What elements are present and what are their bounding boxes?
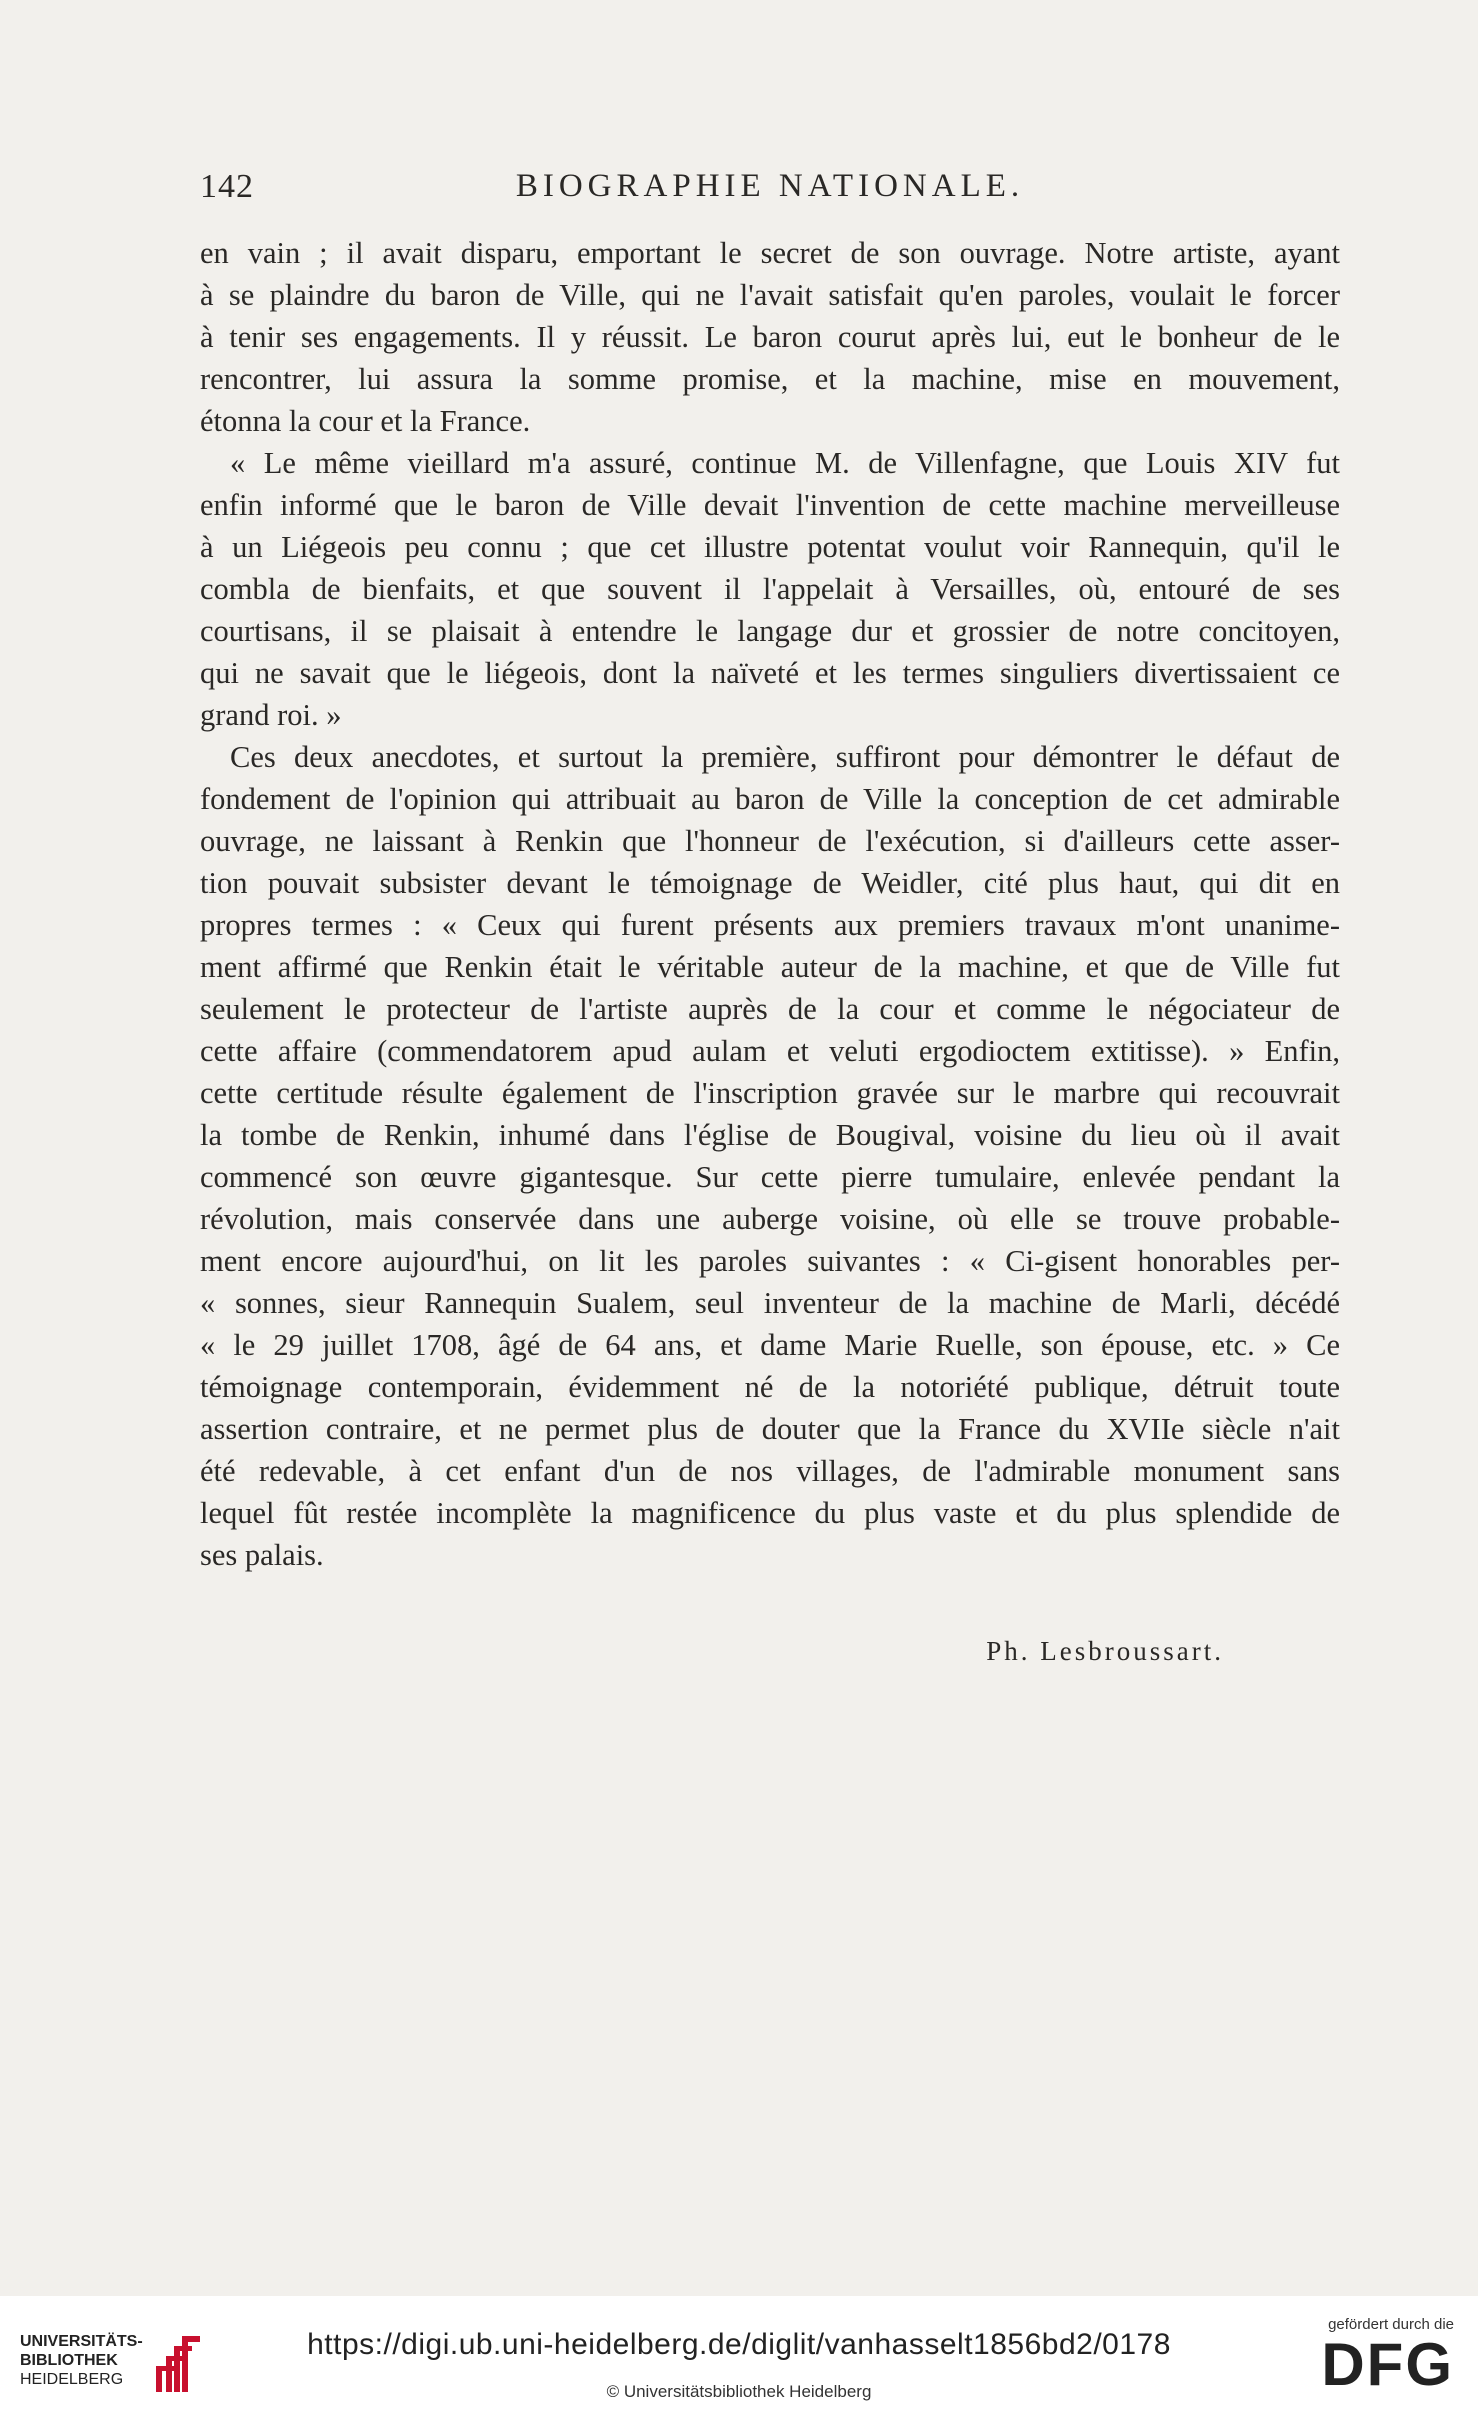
text-line: commencé son œuvre gigantesque. Sur cette pierre tumulaire, enlevée pendant la xyxy=(200,1160,1340,1194)
text-line: à tenir ses engagements. Il y réussit. Le baron courut après lui, eut le bonheur de le xyxy=(200,320,1340,354)
author-signature: Ph. Lesbroussart. xyxy=(986,1636,1224,1666)
viewer-footer xyxy=(0,2296,1478,2431)
text-line: assertion contraire, et ne permet plus de douter que la France du XVIIe siècle n'ait xyxy=(200,1412,1340,1446)
library-name: UNIVERSITÄTS- BIBLIOTHEK HEIDELBERG xyxy=(20,2333,143,2388)
text-line: qui ne savait que le liégeois, dont la naïveté et les termes singuliers divertissaient ce xyxy=(200,656,1340,690)
funding-caption: gefördert durch die xyxy=(1328,2316,1454,2333)
text-line: révolution, mais conservée dans une auberge voisine, où elle se trouve probable- xyxy=(200,1202,1340,1236)
text-line: fondement de l'opinion qui attribuait au baron de Ville la conception de cet admirable xyxy=(200,782,1340,816)
funder-block xyxy=(1304,2316,1454,2416)
article-text xyxy=(200,232,1340,1576)
text-line: « sonnes, sieur Rannequin Sualem, seul inventeur de la machine de Marli, décédé xyxy=(200,1286,1340,1320)
page-number: 142 xyxy=(200,168,254,205)
text-line: seulement le protecteur de l'artiste auprès de la cour et comme le négociateur de xyxy=(200,992,1340,1026)
text-line: combla de bienfaits, et que souvent il l'appelait à Versailles, où, entouré de ses xyxy=(200,572,1340,606)
text-line: grand roi. » xyxy=(200,698,342,732)
text-line: lequel fût restée incomplète la magnificence du plus vaste et du plus splendide de xyxy=(200,1496,1340,1530)
text-line: cette certitude résulte également de l'inscription gravée sur le marbre qui recouvrait xyxy=(200,1076,1340,1110)
text-line: propres termes : « Ceux qui furent présents aux premiers travaux m'ont unanime- xyxy=(200,908,1340,942)
text-line: à un Liégeois peu connu ; que cet illustre potentat voulut voir Rannequin, qu'il le xyxy=(200,530,1340,564)
text-line: tion pouvait subsister devant le témoignage de Weidler, cité plus haut, qui dit en xyxy=(200,866,1340,900)
text-line: courtisans, il se plaisait à entendre le langage dur et grossier de notre concitoyen, xyxy=(200,614,1340,648)
text-line: en vain ; il avait disparu, emportant le secret de son ouvrage. Notre artiste, ayant xyxy=(200,236,1340,270)
text-line: été redevable, à cet enfant d'un de nos villages, de l'admirable monument sans xyxy=(200,1454,1340,1488)
text-line: « le 29 juillet 1708, âgé de 64 ans, et dame Marie Ruelle, son épouse, etc. » Ce xyxy=(200,1328,1340,1362)
text-line: cette affaire (commendatorem apud aulam et veluti ergodioctem extitisse). » Enfin, xyxy=(200,1034,1340,1068)
page-header xyxy=(200,168,1340,218)
text-line: ouvrage, ne laissant à Renkin que l'honneur de l'exécution, si d'ailleurs cette asser- xyxy=(200,824,1340,858)
text-line: enfin informé que le baron de Ville devait l'invention de cette machine merveilleuse xyxy=(200,488,1340,522)
text-line: « Le même vieillard m'a assuré, continue M. de Villenfagne, que Louis XIV fut xyxy=(230,446,1340,480)
running-title: BIOGRAPHIE NATIONALE. xyxy=(515,168,1025,204)
text-line: à se plaindre du baron de Ville, qui ne l'avait satisfait qu'en paroles, voulait le forcer xyxy=(200,278,1340,312)
copyright-notice: © Universitätsbibliothek Heidelberg xyxy=(606,2382,872,2401)
text-line: ment affirmé que Renkin était le véritable auteur de la machine, et que de Ville fut xyxy=(200,950,1340,984)
permalink-url[interactable]: https://digi.ub.uni-heidelberg.de/diglit/vanhasselt1856bd2/0178 xyxy=(307,2328,1171,2361)
text-line: Ces deux anecdotes, et surtout la première, suffiront pour démontrer le défaut de xyxy=(230,740,1340,774)
text-line: témoignage contemporain, évidemment né de la notoriété publique, détruit toute xyxy=(200,1370,1340,1404)
text-line: ment encore aujourd'hui, on lit les paroles suivantes : « Ci-gisent honorables per- xyxy=(200,1244,1340,1278)
text-line: rencontrer, lui assura la somme promise, et la machine, mise en mouvement, xyxy=(200,362,1340,396)
text-line: ses palais. xyxy=(200,1538,324,1572)
text-line: la tombe de Renkin, inhumé dans l'église de Bougival, voisine du lieu où il avait xyxy=(200,1118,1340,1152)
dfg-logo-icon[interactable]: DFG xyxy=(1321,2331,1454,2398)
text-line: étonna la cour et la France. xyxy=(200,404,531,438)
